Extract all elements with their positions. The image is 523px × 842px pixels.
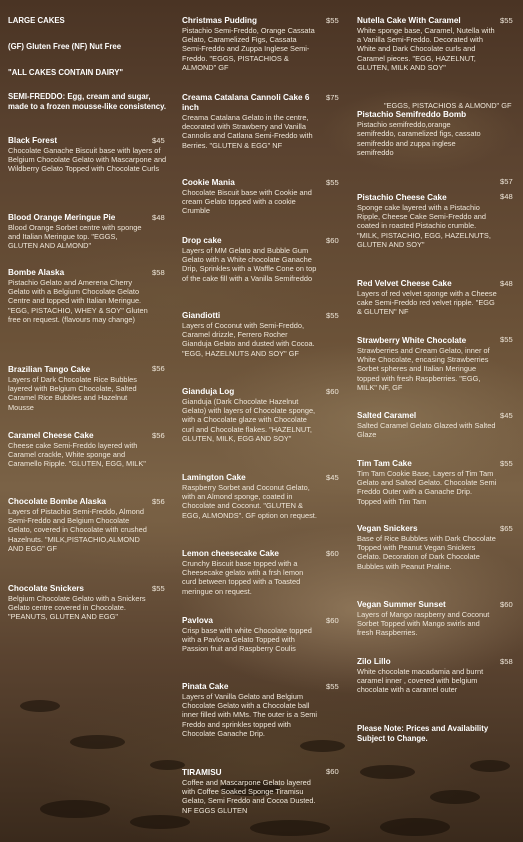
item-name: Pistachio Cheese Cake [357,193,447,202]
item-name: Vegan Summer Sunset [357,600,446,609]
item-name: Black Forest [8,136,58,145]
item-price: $48 [500,279,513,288]
item-name: Pinata Cake [182,682,229,691]
item-price: $65 [500,524,513,533]
item-name: Caramel Cheese Cake [8,431,94,440]
item-description: Belgium Chocolate Gelato with a Snickers Gelato centre covered in Chocolate. "PEANUTS, GLUTEN AND EGG" [8,594,146,622]
item-description: Chocolate Biscuit base with Cookie and cream Gelato topped with a cookie Crumble [182,188,312,216]
dairy-note-text: "ALL CAKES CONTAIN DAIRY" [8,68,124,77]
item-name: Salted Caramel [357,411,417,420]
item-price: $60 [326,236,339,245]
menu-item [8,431,148,469]
menu-item [8,584,148,622]
item-description: White sponge base, Caramel, Nutella with a Vanilla Semi-Freddo. Decorated with White and Dark Chocolate curls and Caramel pieces. "EGG, HAZELNUT, GLUTEN, MILK AND SOY" [357,26,495,72]
item-price: $48 [152,213,165,222]
item-description: Base of Rice Bubbles with Dark Chocolate Topped with Peanut Vegan Snickers Gelato. Decoration of Dark Chocolate Bubbles with Peanut Praline. [357,534,496,571]
menu-item [182,16,317,72]
item-price: $55 [152,584,165,593]
item-name: Brazilian Tango Cake [8,365,91,374]
menu-item [8,268,148,324]
item-name: Chocolate Snickers [8,584,84,593]
item-price: $56 [152,364,165,373]
item-description: Tim Tam Cookie Base, Layers of Tim Tam Gelato and Salted Gelato. Chocolate Semi Freddo Outer with a Ganache Drip. Topped with Tim Tam [357,469,497,506]
allergen-legend [8,42,168,52]
item-name: Lamington Cake [182,473,246,482]
item-price: $58 [500,657,513,666]
menu-item [182,616,317,654]
allergen-legend-text: (GF) Gluten Free (NF) Nut Free [8,42,122,51]
item-price: $55 [326,311,339,320]
item-name: Drop cake [182,236,222,245]
item-name: Nutella Cake With Caramel [357,16,461,25]
item-name: Bombe Alaska [8,268,65,277]
menu-item [8,497,148,553]
item-name: Pistachio Semifreddo Bomb [357,110,467,120]
semifreddo-note [8,92,168,111]
menu-item [182,178,317,216]
item-description: White chocolate macadamia and burnt caramel inner , covered with belgium chocolate with a caramel outer [357,667,484,695]
item-name: Pavlova [182,616,213,625]
menu-item [182,93,317,150]
item-price: $60 [326,549,339,558]
menu-item [182,311,317,358]
menu-item [8,213,148,251]
item-price: $55 [500,459,513,468]
item-name: TIRAMISU [182,768,222,777]
price-disclaimer-text: Please Note: Prices and Availability Subject to Change. [357,724,489,743]
item-description: Layers of red velvet sponge with a Cheese cake Semi-Freddo red velvet ripple. "EGG & GLUTEN" NF [357,289,497,317]
item-description: Sponge cake layered with a Pistachio Ripple, Cheese Cake Semi-Freddo and coated in roasted Pistachio crumble. "MILK, PISTACHIO, EGG, HAZELNUTS, GLUTEN AND SOY" [357,203,491,249]
item-price: $75 [326,93,339,102]
menu-heading-text: LARGE CAKES [8,16,65,25]
item-description: Crunchy Biscuit base topped with a Cheesecake gelato with a frsh lemon curd between topped with a Toasted meringue on request. [182,559,304,596]
item-description: Cheese cake Semi-Freddo layered with Caramel crackle, White sponge and Caramello Ripple. "GLUTEN, EGG, MILK" [8,441,146,469]
menu-item [357,101,517,157]
item-price: $55 [326,178,339,187]
item-price: $58 [152,268,165,277]
menu-item [357,524,497,571]
item-name: Chocolate Bombe Alaska [8,497,106,506]
menu-item [8,136,168,174]
item-name: Strawberry White Chocolate [357,336,467,345]
item-description: Coffee and Mascarpone Gelato layered with Coffee Soaked Sponge Tiramisu Gelato, Semi Freddo and Cocoa Dusted. NF EGGS GLUTEN [182,778,316,815]
item-name: Red Velvet Cheese Cake [357,279,452,288]
item-name: Lemon cheesecake Cake [182,549,279,558]
menu-item [357,16,497,72]
semifreddo-note-text: SEMI-FREDDO: Egg, cream and sugar, made to a frozen mousse-like consistency. [8,92,167,111]
item-price: $48 [500,192,513,201]
menu-item [182,682,317,738]
price-disclaimer [357,724,507,743]
item-description: Pistachio Semi-Freddo, Orange Cassata Gelato, Caramelized Figs, Cassata Semi-Freddo and Zuppa Inglese Semi-Freddo. "EGGS, PISTACHIOS & ALMOND" GF [182,26,315,72]
menu-item [182,236,317,283]
item-description: Layers of Vanilla Gelato and Belgium Chocolate Gelato with a Chocolate ball inner filled with MMs. The outer is a Semi Freddo and sprinkles topped with Chocolate Ganache Drip. [182,692,317,738]
item-price: $57 [500,177,513,186]
item-description: Layers of Dark Chocolate Rice Bubbles layered with Belgium Chocolate, Salted Caramel Rice Bubbles and Hazelnut Mousse [8,375,137,412]
item-price: $56 [152,431,165,440]
item-price: $45 [500,411,513,420]
item-description: Gianduja (Dark Chocolate Hazelnut Gelato) with layers of Chocolate sponge, with a Chocolate glaze with Chocolate curl and Chocolate flakes. "HAZELNUT, GLUTEN, MILK, EGG AND SOY" [182,397,316,443]
item-name: Blood Orange Meringue Pie [8,213,116,222]
item-description: Strawberries and Cream Gelato, inner of White Chocolate, encasing Strawberries Sorbet spheres and Italian Meringue topped with fresh Raspberries. "EGG, MILK" NF, GF [357,346,490,392]
menu-item [357,459,497,506]
item-description: Crisp base with white Chocolate topped with a Pavlova Gelato Topped with Passion fruit and Raspberry Coulis [182,626,312,654]
item-price: $56 [152,497,165,506]
item-description: Creama Catalana Gelato in the centre, decorated with Strawberry and Vanilla Cannolis and Catlana Semi-Freddo with Berries. "GLUTEN & EGG" NF [182,113,313,150]
menu-item [182,549,317,596]
item-name: Christmas Pudding [182,16,258,25]
item-price: $60 [326,767,339,776]
item-name: Giandiotti [182,311,221,320]
menu-item [182,768,317,815]
dairy-note [8,68,168,78]
item-description: Layers of MM Gelato and Bubble Gum Gelato with a White chocolate Ganache Drip, Sprinkles with a Waffle Cone on top of the cake fill with a Vanilla Semifreddo [182,246,317,283]
item-description: Blood Orange Sorbet centre with sponge and Italian Meringue top. "EGGS, GLUTEN AND ALMOND" [8,223,142,251]
menu-heading [8,16,168,26]
item-price: $60 [326,387,339,396]
item-price: $55 [326,682,339,691]
item-name: Vegan Snickers [357,524,418,533]
menu-item [357,411,497,439]
menu-item [182,473,317,520]
item-name: Creama Catalana Cannoli Cake 6 inch [182,93,310,112]
menu-item [357,600,497,638]
menu-item [357,336,497,392]
item-price: $60 [326,616,339,625]
item-description: Layers of Pistachio Semi-Freddo, Almond Semi-Freddo and Belgium Chocolate Gelato, covered in Chocolate with crushed Hazelnuts. "MILK,PISTACHIO,ALMOND AND EGG" GF [8,507,147,553]
item-description: Chocolate Ganache Biscuit base with layers of Belgium Chocolate Gelato with Mascarpone and Wildberry Gelato Topped with Chocolate Curls [8,146,167,174]
item-name: Tim Tam Cake [357,459,412,468]
item-price: $45 [326,473,339,482]
item-price: $45 [152,136,165,145]
item-description: Raspberry Sorbet and Coconut Gelato, with an Almond sponge, coated in Chocolate and Coconut. "GLUTEN & EGG, ALMONDS". GF option on request. [182,483,317,520]
item-description: Layers of Coconut with Semi-Freddo, Caramel drizzle, Ferrero Rocher Gianduja Gelato and dusted with Cocoa. "EGG, HAZELNUTS AND SOY" GF [182,321,315,358]
item-description: Pistachio Gelato and Amerena Cherry Gelato with a Belgium Chocolate Gelato Centre and topped with Italian Meringue. "EGG, PISTACHIO, WHEY & SOY" Gluten free on request. (flavours may change) [8,278,148,324]
menu-item [182,387,317,443]
menu-item [357,193,497,249]
allergen-note: "EGGS, PISTACHIOS & ALMOND" GF [384,101,512,110]
item-description: Salted Caramel Gelato Glazed with Salted Glaze [357,421,496,440]
item-price: $60 [500,600,513,609]
item-name: Cookie Mania [182,178,235,187]
item-name: Gianduja Log [182,387,235,396]
item-price: $55 [326,16,339,25]
item-name: Zilo Lillo [357,657,391,666]
item-description: Layers of Mango raspberry and Coconut Sorbet Topped with Mango swirls and fresh Raspberries. [357,610,490,638]
menu-item [357,279,497,317]
menu-item [357,657,497,695]
item-price: $55 [500,335,513,344]
menu-item [8,365,148,412]
item-description: Pistachio semifreddo,orange semifreddo, caramelized figs, cassato semifreddo and zuppa inglese semifreddo [357,120,481,157]
item-price: $55 [500,16,513,25]
